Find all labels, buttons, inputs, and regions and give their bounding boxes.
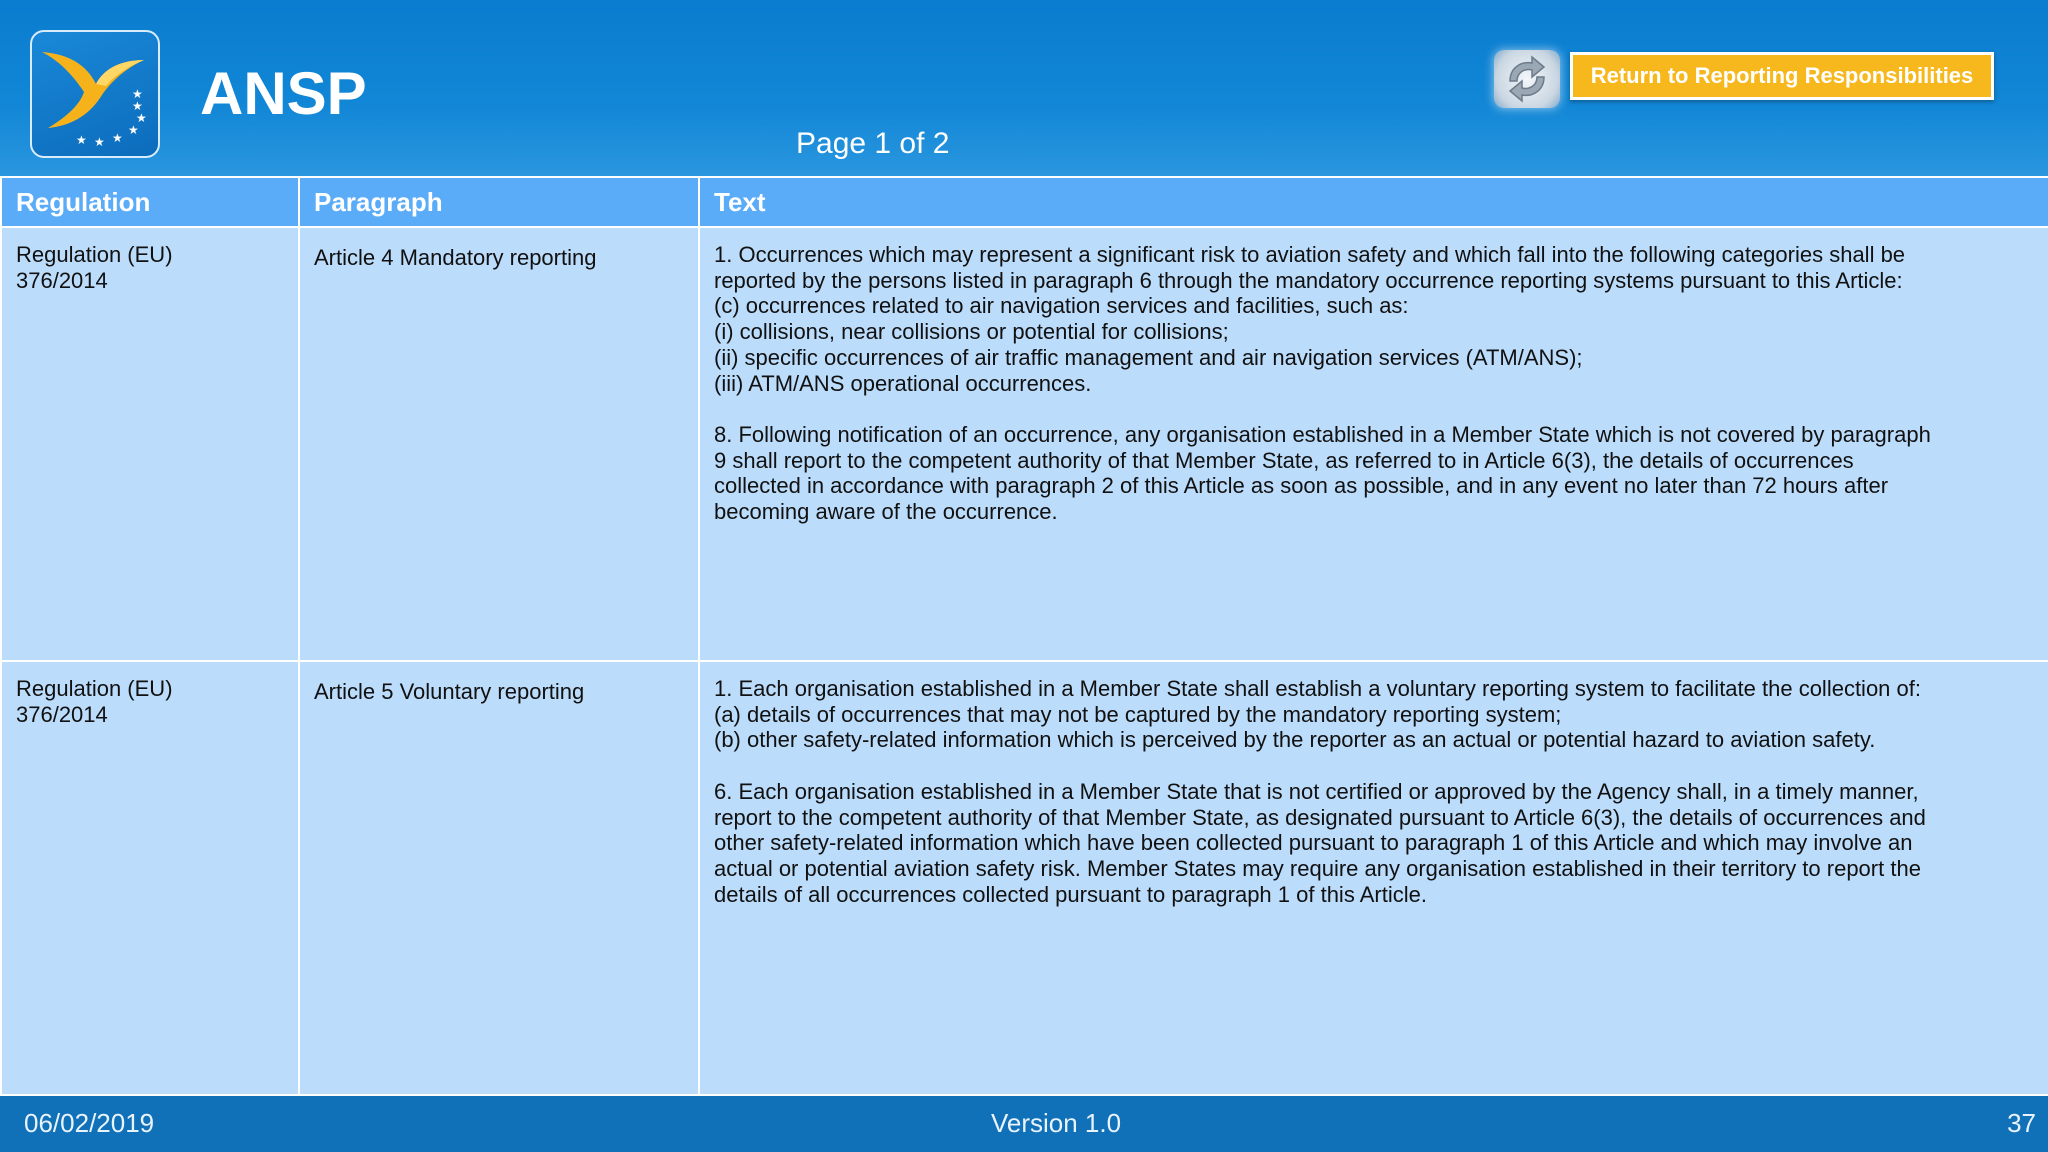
footer-version: Version 1.0 (990, 1108, 1122, 1138)
svg-text:★: ★ (128, 123, 139, 137)
table-row (1, 227, 2048, 661)
text-line: (c) occurrences related to air navigation services and facilities, such as: (714, 293, 1409, 319)
text-line: reported by the persons listed in paragraph 6 through the mandatory occurrence reporting systems pursuant to this Article: (714, 267, 1903, 293)
regulation-line: Regulation (EU) (16, 676, 173, 701)
regulations-table (0, 176, 2048, 1096)
column-header-text: Text (699, 177, 2048, 227)
regulation-line: Regulation (EU) (16, 242, 173, 267)
table-header-row (1, 177, 2048, 227)
svg-text:★: ★ (94, 135, 105, 149)
text-line: becoming aware of the occurrence. (714, 499, 1058, 525)
table-row (1, 661, 2048, 1095)
text-line: report to the competent authority of that Member State, as designated pursuant to Article 6(3), the details of occurrences and (714, 804, 1926, 830)
text-line: (iii) ATM/ANS operational occurrences. (714, 370, 1092, 396)
text-line: 9 shall report to the competent authority of that Member State, as referred to in Article 6(3), the details of occurrences (714, 447, 1854, 473)
regulation-cell (1, 661, 299, 1095)
footer-date: 06/02/2019 (24, 1108, 155, 1138)
app-title: ANSP (200, 60, 367, 127)
easa-bird-logo-icon (38, 38, 154, 152)
svg-text:★: ★ (132, 87, 143, 101)
paragraph-cell (299, 227, 699, 661)
svg-text:★: ★ (132, 99, 143, 113)
footer-page-number: 37 (2007, 1108, 2036, 1138)
return-to-reporting-responsibilities-button[interactable]: Return to Reporting Responsibilities (1570, 52, 1994, 100)
text-line: (b) other safety-related information which is perceived by the reporter as an actual or potential hazard to aviation safety. (714, 727, 1876, 753)
text-line: 1. Each organisation established in a Member State shall establish a voluntary reporting system to facilitate the collection of: (714, 676, 1921, 701)
text-line: 8. Following notification of an occurrence, any organisation established in a Member State which is not covered by paragraph (714, 421, 1931, 447)
page-indicator: Page 1 of 2 (796, 127, 950, 160)
text-line: (a) details of occurrences that may not be captured by the mandatory reporting system; (714, 701, 1562, 727)
header-bar (0, 0, 2048, 176)
text-paragraph (714, 676, 2040, 753)
column-header-paragraph: Paragraph (299, 177, 699, 227)
text-line: (i) collisions, near collisions or potential for collisions; (714, 319, 1229, 345)
regulation-line: 376/2014 (16, 267, 108, 293)
text-paragraph (714, 422, 2040, 525)
text-cell (699, 227, 2048, 661)
text-paragraph (714, 779, 2040, 908)
paragraph-title: Article 4 Mandatory reporting (314, 245, 597, 270)
text-line: 6. Each organisation established in a Member State that is not certified or approved by the Agency shall, in a timely manner, (714, 778, 1919, 804)
text-line: (ii) specific occurrences of air traffic management and air navigation services (ATM/ANS); (714, 344, 1583, 370)
regulation-line: 376/2014 (16, 701, 108, 727)
text-paragraph (714, 242, 2040, 396)
paragraph-cell (299, 661, 699, 1095)
paragraph-title: Article 5 Voluntary reporting (314, 679, 585, 704)
regulation-cell (1, 227, 299, 661)
logo (30, 30, 160, 158)
text-cell (699, 661, 2048, 1095)
svg-text:★: ★ (136, 111, 147, 125)
return-arrow-icon[interactable] (1494, 50, 1560, 108)
svg-text:★: ★ (112, 131, 123, 145)
text-line: 1. Occurrences which may represent a significant risk to aviation safety and which fall into the following categories shall be (714, 242, 1906, 267)
text-line: other safety-related information which have been collected pursuant to paragraph 1 of this Article and which may involve an (714, 830, 1913, 856)
text-line: actual or potential aviation safety risk. Member States may require any organisation established in their territory to report the (714, 855, 1921, 881)
footer-bar (0, 1096, 2048, 1152)
text-line: collected in accordance with paragraph 2 of this Article as soon as possible, and in any event no later than 72 hours after (714, 473, 1889, 499)
column-header-regulation: Regulation (1, 177, 299, 227)
text-line: details of all occurrences collected pursuant to paragraph 1 of this Article. (714, 881, 1427, 907)
svg-text:★: ★ (76, 133, 87, 147)
